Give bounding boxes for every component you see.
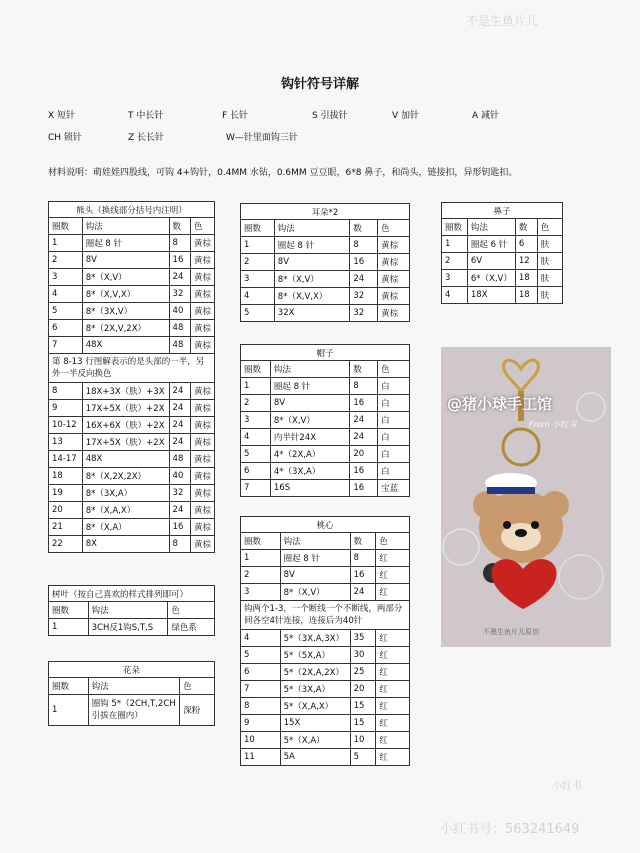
table-row	[49, 252, 215, 269]
cell: 5	[350, 749, 376, 766]
table-row	[241, 480, 410, 497]
ear-caption: 耳朵*2	[241, 204, 410, 220]
cell: 10	[350, 732, 376, 749]
header-method: 钩法	[88, 678, 179, 695]
cell: 1	[241, 550, 281, 567]
table-row	[49, 337, 215, 354]
cell: 8V	[270, 395, 349, 412]
table-header-row	[49, 602, 215, 619]
table-row	[49, 468, 215, 485]
cell: 4*（3X,A）	[270, 463, 349, 480]
header-count: 数	[350, 220, 378, 237]
cell: 32	[169, 286, 190, 303]
cell: 红	[376, 732, 410, 749]
table-row	[241, 584, 410, 601]
table-row	[49, 451, 215, 468]
cell: 32X	[274, 305, 350, 322]
cell: 8V	[280, 567, 350, 584]
cell: 10	[241, 732, 281, 749]
cell: 1	[49, 235, 83, 252]
table-row	[49, 303, 215, 320]
header-color: 色	[378, 220, 410, 237]
table-row	[241, 305, 410, 322]
table-row	[49, 286, 215, 303]
cell: 黄棕	[190, 519, 214, 536]
cell: 黄棕	[190, 235, 214, 252]
table-header-row	[241, 361, 410, 378]
header-method: 钩法	[270, 361, 349, 378]
cell: 5*（X,A,X）	[280, 698, 350, 715]
cell: 红	[376, 550, 410, 567]
cell: 1	[442, 236, 468, 253]
leaf-table	[48, 585, 215, 636]
header-method: 钩法	[82, 218, 169, 235]
cell: 7	[49, 337, 83, 354]
cell: 11	[241, 749, 281, 766]
cell: 6	[241, 664, 281, 681]
symbol-s: S 引拔针	[312, 111, 348, 121]
cell: 黄棕	[190, 468, 214, 485]
cell: 5*（3X,A）	[280, 681, 350, 698]
cell: 8*（X,V）	[274, 271, 350, 288]
cell: 绿色系	[168, 619, 215, 636]
cell: 白	[378, 429, 410, 446]
cell: 15	[350, 715, 376, 732]
table-row	[49, 502, 215, 519]
cell: 8*（X,V）	[270, 412, 349, 429]
heart-caption: 桃心	[241, 517, 410, 533]
cell: 4	[241, 630, 281, 647]
cell: 8*（X,V）	[82, 269, 169, 286]
cell: 白	[378, 378, 410, 395]
cell: 24	[169, 417, 190, 434]
cell: 48	[169, 451, 190, 468]
cell: 24	[350, 412, 378, 429]
cell: 红	[376, 681, 410, 698]
cell: 红	[376, 749, 410, 766]
cell: 8*（2X,V,2X）	[82, 320, 169, 337]
cell: 24	[169, 383, 190, 400]
header-color: 色	[190, 218, 214, 235]
cell: 8*（X,A,X）	[82, 502, 169, 519]
header-color: 色	[378, 361, 410, 378]
cell: 22	[49, 536, 83, 553]
cell: 16	[350, 254, 378, 271]
cell: 16X+6X（肤）+2X	[82, 417, 169, 434]
cell: 12	[515, 253, 537, 270]
header-round: 圈数	[49, 602, 89, 619]
hat-table	[240, 344, 410, 497]
table-row	[49, 383, 215, 400]
cell: 48	[169, 320, 190, 337]
cell: 6	[49, 320, 83, 337]
cell: 20	[49, 502, 83, 519]
cell: 5	[49, 303, 83, 320]
cell: 黄棕	[378, 237, 410, 254]
cell: 14-17	[49, 451, 83, 468]
cell: 18	[515, 270, 537, 287]
bear-head-table	[48, 201, 215, 553]
cell: 2	[49, 252, 83, 269]
header-round: 圈数	[241, 361, 271, 378]
cell: 黄棕	[190, 485, 214, 502]
table-row	[241, 647, 410, 664]
cell: 5	[241, 446, 271, 463]
cell: 肤	[537, 287, 562, 304]
header-round: 圈数	[49, 218, 83, 235]
cell: 24	[350, 429, 378, 446]
table-row	[241, 254, 410, 271]
header-method: 钩法	[274, 220, 350, 237]
table-row	[241, 630, 410, 647]
symbol-x: X 短针	[48, 111, 76, 121]
cell: 20	[350, 446, 378, 463]
cell: 圈起 8 针	[274, 237, 350, 254]
cell: 3	[442, 270, 468, 287]
product-photo	[441, 347, 611, 647]
cell: 48X	[82, 451, 169, 468]
table-row	[49, 400, 215, 417]
cell: 9	[49, 400, 83, 417]
table-header-row	[442, 219, 563, 236]
cell: 8V	[274, 254, 350, 271]
cell: 圈起 8 针	[82, 235, 169, 252]
table-row	[241, 681, 410, 698]
cell: 黄棕	[190, 451, 214, 468]
cell: 1	[49, 695, 89, 726]
cell: 24	[169, 434, 190, 451]
cell: 4	[241, 429, 271, 446]
table-row	[241, 378, 410, 395]
cell: 黄棕	[190, 252, 214, 269]
cell: 24	[169, 269, 190, 286]
cell: 6	[241, 463, 271, 480]
photo-credit: 不墨生鱼片儿原创	[483, 628, 539, 636]
cell: 8	[350, 237, 378, 254]
header-count: 数	[515, 219, 537, 236]
table-row	[49, 269, 215, 286]
cell: 白	[378, 412, 410, 429]
table-row	[49, 417, 215, 434]
cell: 4	[442, 287, 468, 304]
cell: 16	[350, 567, 376, 584]
table-row	[442, 270, 563, 287]
flower-table	[48, 661, 215, 726]
cell: 1	[241, 237, 275, 254]
table-row	[49, 235, 215, 252]
cell: 9	[241, 715, 281, 732]
cell: 13	[49, 434, 83, 451]
materials-note: 材料说明：萌娃娃四股线，可钩 4+钩针，0.4MM 水钻，0.6MM 豆豆眼，6*8 鼻子，和尚头，链接扣，异形钥匙扣。	[48, 168, 518, 178]
cell: 黄棕	[378, 305, 410, 322]
cell: 8*（3X,V）	[82, 303, 169, 320]
cell: 圈钩 5*（2CH,T,2CH 引拔在圈内）	[88, 695, 179, 726]
table-row	[49, 485, 215, 502]
table-row	[241, 412, 410, 429]
cell: 红	[376, 647, 410, 664]
leaf-caption: 树叶（按自己喜欢的样式排列即可）	[49, 586, 215, 602]
cell: 18X+3X（肤）+3X	[82, 383, 169, 400]
header-round: 圈数	[241, 533, 281, 550]
cell: 15X	[280, 715, 350, 732]
cell: 3	[241, 271, 275, 288]
nose-table	[441, 202, 563, 304]
cell: 8*（X,V,X）	[274, 288, 350, 305]
header-method: 钩法	[467, 219, 515, 236]
cell: 8	[350, 378, 378, 395]
cell: 白	[378, 446, 410, 463]
cell: 2	[241, 254, 275, 271]
cell: 圈起 6 针	[467, 236, 515, 253]
cell: 6*（X,V）	[467, 270, 515, 287]
cell: 24	[350, 271, 378, 288]
cell: 18X	[467, 287, 515, 304]
cell: 5*（3X,A,3X）	[280, 630, 350, 647]
symbol-w: W—针里面钩三针	[226, 133, 298, 143]
cell: 肤	[537, 236, 562, 253]
cell: 5	[241, 305, 275, 322]
cell: 5*（2X,A,2X）	[280, 664, 350, 681]
cell: 16	[350, 480, 378, 497]
cell: 红	[376, 567, 410, 584]
cell: 黄棕	[190, 536, 214, 553]
cell: 白	[378, 395, 410, 412]
cell: 6V	[467, 253, 515, 270]
cell: 4	[49, 286, 83, 303]
header-method: 钩法	[88, 602, 168, 619]
cell: 7	[241, 480, 271, 497]
table-row	[49, 536, 215, 553]
table-row	[241, 395, 410, 412]
cell: 红	[376, 715, 410, 732]
cell: 18	[49, 468, 83, 485]
xiaohongshu-badge: 小红书	[552, 781, 582, 792]
page-title: 钩针符号详解	[280, 77, 359, 92]
cell: 40	[169, 468, 190, 485]
cell: 8*（X,V,X）	[82, 286, 169, 303]
cell: 19	[49, 485, 83, 502]
note-row	[49, 354, 215, 383]
cell: 16	[350, 395, 378, 412]
cell: 24	[169, 502, 190, 519]
cell: 黄棕	[190, 269, 214, 286]
cell: 红	[376, 630, 410, 647]
cell: 2	[442, 253, 468, 270]
cell: 深粉	[180, 695, 215, 726]
table-row	[49, 619, 215, 636]
cell: 16	[350, 463, 378, 480]
header-count: 数	[350, 361, 378, 378]
cell: 红	[376, 584, 410, 601]
table-header-row	[49, 678, 215, 695]
table-row	[241, 715, 410, 732]
cell: 黄棕	[190, 383, 214, 400]
cell: 18	[515, 287, 537, 304]
ear-table	[240, 203, 410, 322]
header-method: 钩法	[280, 533, 350, 550]
cell: 32	[350, 288, 378, 305]
cell: 8*（X,V）	[280, 584, 350, 601]
bear-keychain-illustration	[441, 347, 611, 647]
cell: 15	[350, 698, 376, 715]
cell: 红	[376, 698, 410, 715]
cell: 35	[350, 630, 376, 647]
header-color: 色	[376, 533, 410, 550]
table-row	[241, 271, 410, 288]
table-row	[241, 749, 410, 766]
cell: 内半针24X	[270, 429, 349, 446]
symbol-t: T 中长针	[128, 111, 164, 121]
symbol-ch: CH 锁针	[48, 133, 82, 143]
cell: 24	[169, 400, 190, 417]
header-round: 圈数	[241, 220, 275, 237]
table-row	[241, 698, 410, 715]
symbol-a: A 减针	[472, 111, 500, 121]
heart-table	[240, 516, 410, 766]
cell: 3	[241, 584, 281, 601]
table-header-row	[49, 218, 215, 235]
table-row	[241, 567, 410, 584]
cell: 圈起 8 针	[280, 550, 350, 567]
cell: 40	[169, 303, 190, 320]
header-count: 数	[169, 218, 190, 235]
table-row	[241, 288, 410, 305]
cell: 8	[169, 235, 190, 252]
table-row	[241, 446, 410, 463]
symbol-f: F 长针	[222, 111, 249, 121]
cell: 8X	[82, 536, 169, 553]
cell: 5A	[280, 749, 350, 766]
bottom-watermark: 小红书号：563241649	[440, 822, 580, 837]
cell: 8*（3X,A）	[82, 485, 169, 502]
bear-head-note: 第 8-13 行图解表示的是头部的一半，另外一半反向换色	[49, 354, 215, 383]
cell: 32	[169, 485, 190, 502]
cell: 5	[241, 647, 281, 664]
cell: 5*（X,A）	[280, 732, 350, 749]
flower-caption: 花朵	[49, 662, 215, 678]
heart-note: 钩两个1-3，一个断线一个不断线，两部分间各空4针连接，连接后为40针	[241, 601, 410, 630]
cell: 17X+5X（肤）+2X	[82, 434, 169, 451]
symbol-z: Z 长长针	[128, 133, 165, 143]
table-row	[49, 434, 215, 451]
cell: 2	[241, 567, 281, 584]
cell: 8*（X,2X,2X）	[82, 468, 169, 485]
table-row	[49, 320, 215, 337]
table-row	[241, 463, 410, 480]
cell: 48	[169, 337, 190, 354]
photo-shop-title: @猪小球手工馆	[447, 395, 553, 413]
cell: 1	[49, 619, 89, 636]
cell: 4*（2X,A）	[270, 446, 349, 463]
bear-head-caption: 熊头（换线部分括号内注明）	[49, 202, 215, 218]
cell: 7	[241, 681, 281, 698]
cell: 黄棕	[190, 417, 214, 434]
cell: 4	[241, 288, 275, 305]
table-header-row	[241, 533, 410, 550]
cell: 8	[49, 383, 83, 400]
cell: 黄棕	[190, 286, 214, 303]
top-watermark: 不是生鱼片儿	[466, 14, 539, 28]
cell: 2	[241, 395, 271, 412]
header-color: 色	[537, 219, 562, 236]
cell: 黄棕	[190, 434, 214, 451]
table-row	[49, 695, 215, 726]
cell: 肤	[537, 253, 562, 270]
cell: 白	[378, 463, 410, 480]
table-header-row	[241, 220, 410, 237]
header-round: 圈数	[49, 678, 89, 695]
cell: 3CH反1钩S,T,S	[88, 619, 168, 636]
cell: 17X+5X（肤）+2X	[82, 400, 169, 417]
cell: 5*（5X,A）	[280, 647, 350, 664]
cell: 16	[169, 252, 190, 269]
cell: 肤	[537, 270, 562, 287]
cell: 16S	[270, 480, 349, 497]
cell: 黄棕	[378, 288, 410, 305]
table-row	[442, 236, 563, 253]
cell: 8*（X,A）	[82, 519, 169, 536]
cell: 25	[350, 664, 376, 681]
cell: 10-12	[49, 417, 83, 434]
photo-subtitle: From 小红书	[529, 420, 577, 429]
cell: 30	[350, 647, 376, 664]
cell: 红	[376, 664, 410, 681]
cell: 3	[241, 412, 271, 429]
cell: 宝蓝	[378, 480, 410, 497]
cell: 圈起 8 针	[270, 378, 349, 395]
table-row	[241, 664, 410, 681]
cell: 3	[49, 269, 83, 286]
symbol-v: V 加针	[392, 111, 420, 121]
header-count: 数	[350, 533, 376, 550]
header-color: 色	[168, 602, 215, 619]
cell: 黄棕	[378, 254, 410, 271]
table-row	[241, 429, 410, 446]
cell: 8V	[82, 252, 169, 269]
cell: 24	[350, 584, 376, 601]
cell: 黄棕	[190, 502, 214, 519]
note-row	[241, 601, 410, 630]
cell: 21	[49, 519, 83, 536]
table-row	[442, 253, 563, 270]
cell: 黄棕	[190, 320, 214, 337]
header-color: 色	[180, 678, 215, 695]
hat-caption: 帽子	[241, 345, 410, 361]
table-row	[241, 550, 410, 567]
cell: 20	[350, 681, 376, 698]
cell: 黄棕	[378, 271, 410, 288]
cell: 16	[169, 519, 190, 536]
cell: 黄棕	[190, 303, 214, 320]
header-round: 圈数	[442, 219, 468, 236]
cell: 8	[169, 536, 190, 553]
cell: 6	[515, 236, 537, 253]
cell: 8	[350, 550, 376, 567]
table-row	[241, 237, 410, 254]
table-row	[241, 732, 410, 749]
table-row	[49, 519, 215, 536]
cell: 8	[241, 698, 281, 715]
table-row	[442, 287, 563, 304]
cell: 1	[241, 378, 271, 395]
cell: 48X	[82, 337, 169, 354]
cell: 32	[350, 305, 378, 322]
cell: 黄棕	[190, 400, 214, 417]
cell: 黄棕	[190, 337, 214, 354]
nose-caption: 鼻子	[442, 203, 563, 219]
